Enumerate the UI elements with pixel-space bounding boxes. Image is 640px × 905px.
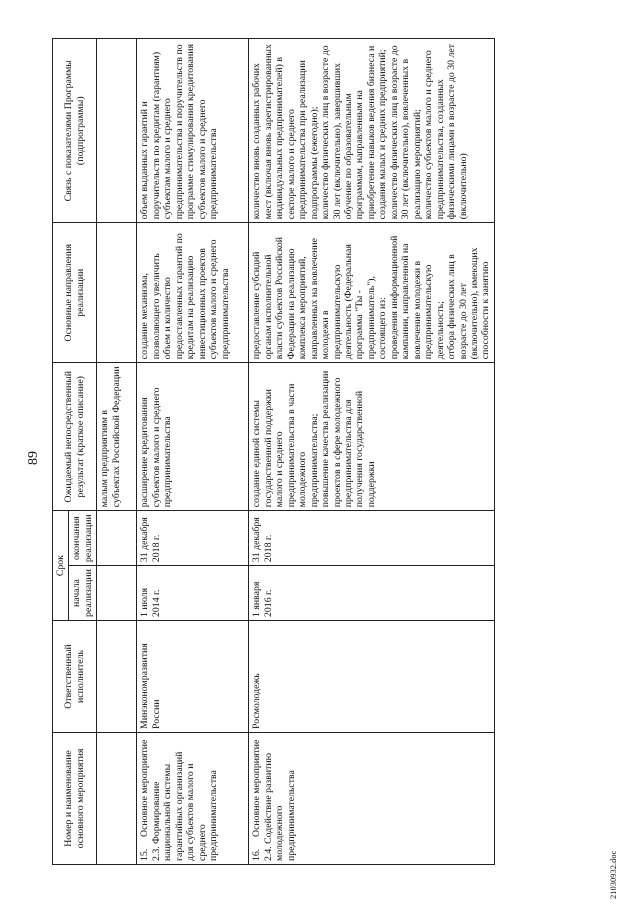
row-result: расширение кредитования субъектов малого и среднего предпринимательства [137,363,249,511]
row-name-cell [249,733,495,865]
row-executor: Минэкономразвития России [137,621,249,733]
header-name: Номер и наименование основного мероприятия [53,733,97,865]
row-start: 1 января 2016 г. [249,566,495,621]
continuation-text: малым предприятиям в субъектах Российской Федерации [97,363,137,511]
table-row [137,39,249,865]
row-name: Основное мероприятие 2.3. Формирование национальной системы гарантийных организаций для субъектов малого и среднего предпринимательства [139,739,220,861]
table-row [249,39,495,865]
header-end: окончания реализации [69,511,97,566]
program-table [52,38,495,865]
footer-filename: 21030932.doc [608,850,618,899]
row-directions: предоставление субсидий органам исполнительной власти субъектов Российской Федерации на реализацию комплекса мероприятий, направленных на вовлечение молодежи в предпринимательскую деятельность (Федеральная программа "Ты - предприниматель"), состоящего из: проведения информационной кампании, направленной на вовлечение молодежи в предпринимательскую деятельность; отбора физических лиц в возрасте до 30 лет (включительно), имеющих способности к занятию [249,223,495,363]
row-directions: создание механизма, позволяющего увеличить объем и количество предоставленных гарантий по кредитам на реализацию инвестиционных проектов субъектов малого и среднего предпринимательства [137,223,249,363]
row-start: 1 июля 2014 г. [137,566,249,621]
page-number: 89 [26,451,41,465]
row-end: 31 декабря 2018 г. [249,511,495,566]
row-name-cell [137,733,249,865]
header-row [53,39,69,865]
row-executor: Росмолодежь [249,621,495,733]
header-directions: Основные направления реализации [53,223,97,363]
header-indicators: Связь с показателями Программы (подпрограммы) [53,39,97,223]
row-number: 16. [251,848,263,861]
continuation-row [97,39,137,865]
header-period: Срок [53,511,69,621]
row-result: создание единой системы государственной поддержки малого и среднего предпринимательства в части молодежного предпринимательства; повышение качества реализации проектов в сфере молодежного предпринимательства для получения государственной поддержки [249,363,495,511]
row-indicators: количество вновь созданных рабочих мест (включая вновь зарегистрированных индивидуальных предпринимателей) в секторе малого и среднего предпринимательства при реализации подпрограммы (ежегодно); количество физических лиц в возрасте до 30 лет (включительно), завершивших обучение по образовательным программам, направленным на приобретение навыков ведения бизнеса и создания малых и средних предприятий; количество физических лиц в возрасте до 30 лет (включительно), вовлеченных в реализацию мероприятий; количество субъектов малого и среднего предпринимательства, созданных физическими лицами в возрасте до 30 лет (включительно) [249,39,495,223]
row-name: Основное мероприятие 2.4. Содействие развитию молодежного предпринимательства [251,739,297,861]
header-executor: Ответственный исполнитель [53,621,97,733]
row-number: 15. [139,848,151,861]
row-end: 31 декабря 2018 г. [137,511,249,566]
header-start: начала реализации [69,566,97,621]
row-indicators: объем выданных гарантий и поручительств по кредитам (гарантиям) субъектам малого и среднего предпринимательства и поручительств по программе стимулирования кредитования субъектов малого и среднего предпринимательства [137,39,249,223]
header-result: Ожидаемый непосредственный результат (краткое описание) [53,363,97,511]
